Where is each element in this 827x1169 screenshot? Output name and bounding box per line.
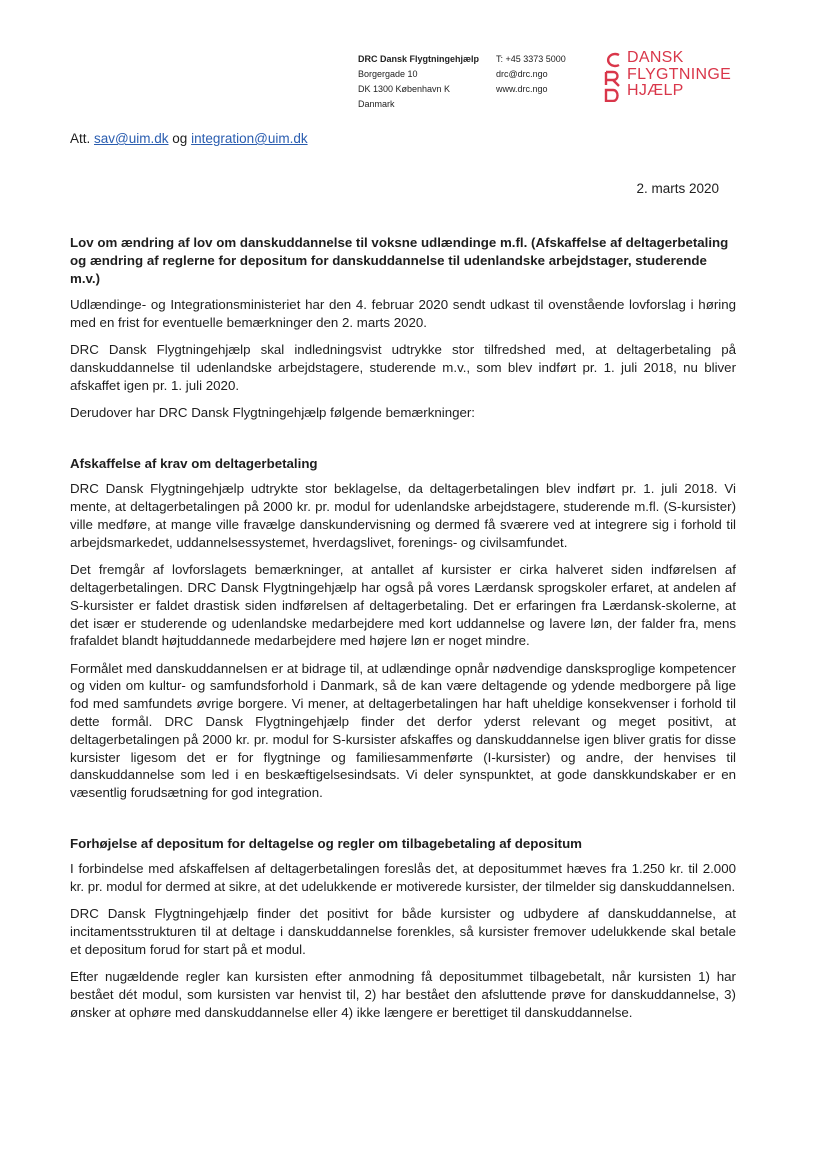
logo-line: DANSK [627,49,684,66]
section-heading: Forhøjelse af depositum for deltagelse og regler om tilbagebetaling af depositum [70,835,583,851]
logo-line: FLYGTNINGE [627,65,732,83]
attention-line [70,131,308,146]
section-paragraph: I forbindelse med afskaffelsen af deltagerbetalingen foreslås det, at depositummet hæves fra 1.250 kr. til 2.000 kr. pr. modul for dermed at sikre, at det udelukkende er motiverede kursister, der tilmelder sig danskuddannelsen. [70,861,736,895]
intro-paragraph: Derudover har DRC Dansk Flygtningehjælp følgende bemærkninger: [70,405,476,421]
logo-line: HJÆLP [627,82,684,99]
section-heading: Afskaffelse af krav om deltagerbetaling [70,455,318,471]
contact-email: drc@drc.ngo [496,69,548,79]
contact-website: www.drc.ngo [496,84,548,94]
section-paragraph: Det fremgår af lovforslagets bemærkninger, at antallet af kursister er cirka halveret siden indførelsen af deltagerbetalingen. DRC Dansk Flygtningehjælp har også på vores Lærdansk sprogskoler erfaret, at andelen af S-kursister er faldet drastisk siden indførelsen af deltagerbetaling. Det er erfaringen fra Lærdansk-skolerne, at det især er studerende og udenlandske medarbejdere med kort uddannelse og lavere løn, der falder fra, mens frafaldet blandt højtuddannede medarbejdere med højere løn er noget mindre. [70,562,736,649]
sender-address [358,52,479,112]
address-line: Danmark [358,99,395,109]
email-link-sav[interactable]: sav@uim.dk [94,131,169,146]
drc-logo [603,50,743,110]
letter-date: 2. marts 2020 [636,181,719,196]
logo-wordmark [627,50,731,100]
document-title: Lov om ændring af lov om danskuddannelse til voksne udlændinge m.fl. (Afskaffelse af deltagerbetaling og ændring af reglerne for depositum for danskuddannelse til udenlandske arbejdstager, studerende m.v.) [70,235,729,286]
sender-org-name: DRC Dansk Flygtningehjælp [358,54,480,64]
sender-contact [496,52,566,97]
section-paragraph: Efter nugældende regler kan kursisten efter anmodning få depositummet tilbagebetalt, når kursisten 1) har bestået dét modul, som kursisten var henvist til, 2) har bestået den afsluttende prøve for danskuddannelse, 3) ønsker at ophøre med danskuddannelse eller 4) ikke længere er berettiget til danskuddannelse. [70,969,736,1020]
section-paragraph: Formålet med danskuddannelsen er at bidrage til, at udlændinge opnår nødvendige dansksproglige kompetencer og viden om kultur- og samfundsforhold i Danmark, så de kan være deltagende og ydende medborgere på lige fod med samfundets øvrige borgere. Vi mener, at deltagerbetalingen har haft uheldige konsekvenser i forhold til dette formål. DRC Dansk Flygtningehjælp finder det derfor yderst relevant og meget positivt, at deltagerbetalingen på 2000 kr. pr. modul for S-kursister afskaffes og danskuddannelse igen bliver gratis for disse kursister ligesom det er for flygtninge og familiesammenførte (I-kursister) og andre, der henvises til danskuddannelse som led i en beskæftigelsesindsats. Vi deler synspunktet, at gode danskkundskaber er en væsentlig forudsætning for god integration. [70,660,736,801]
email-link-integration[interactable]: integration@uim.dk [191,131,308,146]
contact-phone: T: +45 3373 5000 [496,54,566,64]
address-line: Borgergade 10 [358,69,418,79]
section-paragraph: DRC Dansk Flygtningehjælp udtrykte stor beklagelse, da deltagerbetalingen blev indført pr. 1. juli 2018. Vi mente, at deltagerbetalingen på 2000 kr. pr. modul for udenlandske arbejdstagere, studerende m.fl. (S-kursister) ville medføre, at mange ville fravælge danskundervisning og dermed få sværere ved at integrere sig i forhold til arbejdsmarkedet, uddannelsessystemet, hverdagslivet, forenings- og civilsamfundet. [70,481,736,550]
drc-logo-mark-icon [603,52,623,102]
att-prefix: Att. [70,131,91,146]
intro-paragraph: Udlændinge- og Integrationsministeriet har den 4. februar 2020 sendt udkast til ovenstående lovforslag i høring med en frist for eventuelle bemærkninger den 2. marts 2020. [70,297,736,331]
letter-body [70,234,736,1031]
att-joiner: og [172,131,188,146]
section-paragraph: DRC Dansk Flygtningehjælp finder det positivt for både kursister og udbydere af danskuddannelse, at incitamentsstrukturen til at deltage i danskuddannelse forenkles, så kursister fremover udelukkende skal betale et depositum forud for start på et modul. [70,906,736,957]
intro-paragraph: DRC Dansk Flygtningehjælp skal indledningsvist udtrykke stor tilfredshed med, at deltagerbetaling på danskuddannelse til udenlandske arbejdstagere, studerende m.v., som blev indført pr. 1. juli 2018, nu bliver afskaffet igen pr. 1. juli 2020. [70,342,736,394]
address-line: DK 1300 København K [358,84,451,94]
